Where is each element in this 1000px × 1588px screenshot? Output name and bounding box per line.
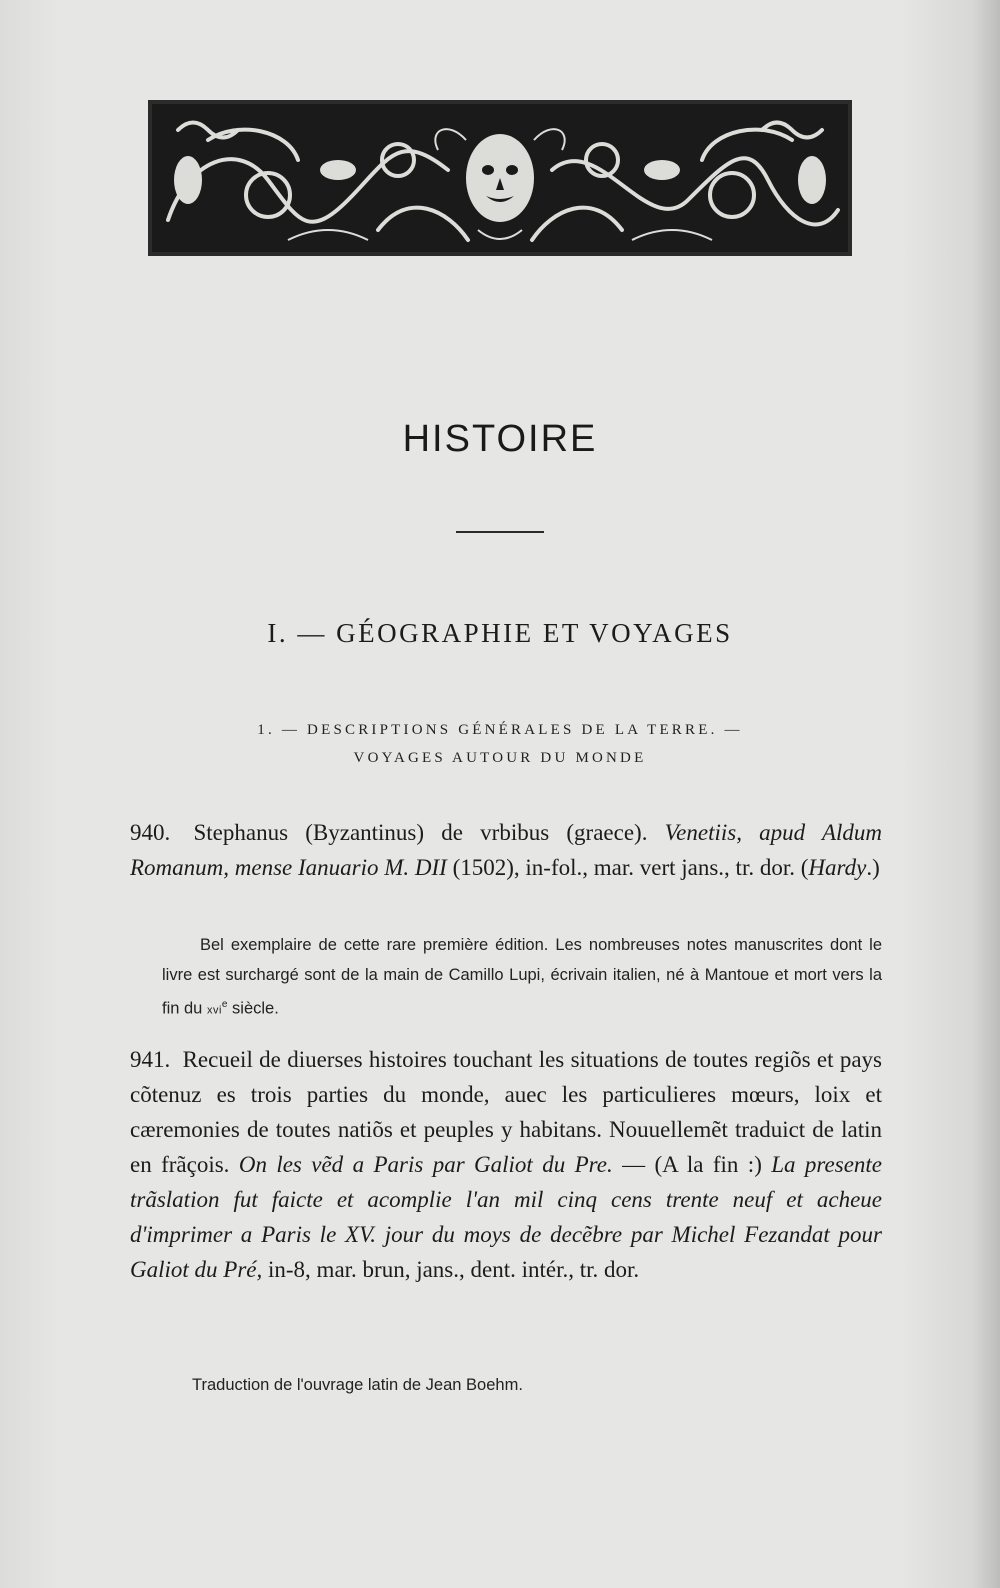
entry-binder: Hardy <box>808 855 867 880</box>
note-century: xvi <box>206 1004 222 1017</box>
entry-imprint: Venetiis, apud Aldum Romanum, mense Ianuario M. DII <box>130 820 883 880</box>
subsection-line-1: 1. — DESCRIPTIONS GÉNÉRALES DE LA TERRE. — <box>257 722 743 738</box>
entry-colophon: La presente trãslation fut faicte et acomplie l'an mil cinq cens trente neuf et acheue d'imprimer a Paris le XV. jour du moys de decẽbre par Michel Fezandat pour Galiot du Pré, <box>130 1152 882 1282</box>
catalog-entry-941 <box>130 1042 882 1287</box>
chapter-title: I. — GÉOGRAPHIE ET VOYAGES <box>267 618 733 648</box>
note-text-end: siècle. <box>227 999 279 1018</box>
entry-closing: .) <box>866 855 880 880</box>
entry-colophon-label: — (A la fin :) <box>622 1152 762 1177</box>
subsection-heading <box>0 716 1000 772</box>
entry-imprint: On les vẽd a Paris par Galiot du Pre. <box>238 1152 613 1177</box>
entry-note-941 <box>192 1370 882 1400</box>
title-divider <box>456 531 544 533</box>
subsection-line-2: VOYAGES AUTOUR DU MONDE <box>353 750 647 766</box>
entry-format: (1502), in-fol., mar. vert jans., tr. dor. ( <box>452 855 809 880</box>
entry-number: 940. <box>130 820 171 845</box>
entry-title: Recueil de diuerses histoires touchant les situations de toutes regiõs et pays cõtenuz es trois parties du monde, auec les particulieres mœurs, loix et cæremonies de toutes natiõs et peuples y habitans. Nouuellemẽt traduict de latin en frãçois. <box>130 1047 883 1177</box>
note-century-sup: e <box>221 999 228 1010</box>
note-text: Bel exemplaire de cette rare première édition. Les nombreuses notes manuscrites dont le livre est surchargé sont de la main de Camillo Lupi, écrivain italien, né à Mantoue et mort vers la fin du <box>162 936 882 1018</box>
catalog-entry-940 <box>130 815 882 885</box>
page-edge-shadow <box>972 0 1000 1588</box>
entry-format: in-8, mar. brun, jans., dent. intér., tr. dor. <box>268 1257 640 1282</box>
ornamental-headpiece <box>148 100 852 256</box>
note-text: Traduction de l'ouvrage latin de Jean Boehm. <box>192 1376 523 1394</box>
entry-number: 941. <box>130 1047 171 1072</box>
entry-title: Stephanus (Byzantinus) de vrbibus (graece). <box>193 820 648 845</box>
section-title: HISTOIRE <box>402 418 598 460</box>
entry-note-940 <box>162 930 882 1026</box>
